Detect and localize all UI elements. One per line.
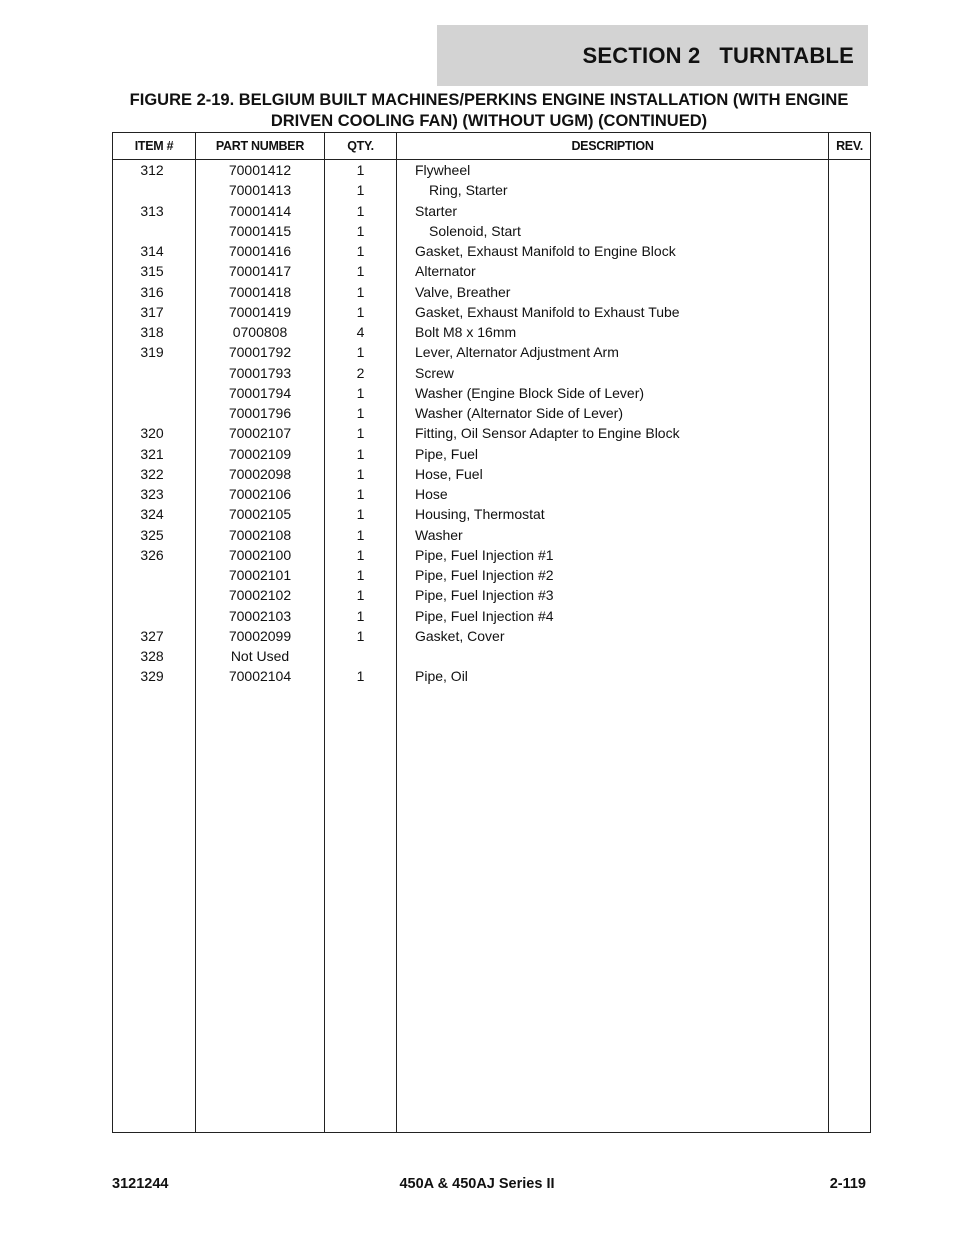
description-cell: Solenoid, Start <box>429 222 521 239</box>
part-number-cell: 70002107 <box>228 425 292 442</box>
description-cell: Lever, Alternator Adjustment Arm <box>415 344 619 361</box>
qty-cell: 1 <box>356 567 365 583</box>
description-cell: Pipe, Fuel Injection #2 <box>415 567 554 583</box>
description-cell: Pipe, Fuel Injection #1 <box>415 546 554 563</box>
qty-cell: 1 <box>356 384 365 401</box>
qty-cell: 1 <box>356 526 365 543</box>
description-cell: Pipe, Fuel Injection #4 <box>415 607 554 624</box>
item-cell: 326 <box>140 546 164 563</box>
item-cell: 315 <box>140 263 164 280</box>
column-header-rev: REV. <box>829 133 871 160</box>
column-header-description: DESCRIPTION <box>397 133 829 160</box>
item-column <box>113 160 196 1133</box>
rev-cell <box>829 565 870 585</box>
qty-cell: 1 <box>356 222 365 239</box>
footer-page-number: 2-119 <box>829 1176 866 1192</box>
description-cell: Gasket, Exhaust Manifold to Exhaust Tube <box>415 303 680 320</box>
item-cell: 328 <box>140 648 164 664</box>
rev-cell <box>829 342 870 362</box>
rev-cell <box>829 241 870 261</box>
rev-cell <box>829 302 870 322</box>
qty-cell: 1 <box>356 344 365 361</box>
part-number-cell: 70001413 <box>228 182 292 199</box>
rev-cell <box>829 403 870 423</box>
rev-cell <box>829 545 870 565</box>
part-number-cell: 70001416 <box>228 243 292 259</box>
qty-cell: 1 <box>356 263 365 280</box>
part-number-cell: 0700808 <box>232 324 288 340</box>
description-cell: Pipe, Fuel Injection #3 <box>415 587 554 604</box>
rev-cell <box>829 504 870 524</box>
description-cell: Hose, Fuel <box>415 465 483 482</box>
item-cell: 321 <box>140 445 164 462</box>
qty-cell: 1 <box>356 202 365 219</box>
qty-cell <box>325 646 396 666</box>
part-number-cell: 70002102 <box>228 587 292 604</box>
rev-cell <box>829 525 870 545</box>
section-header <box>437 25 868 86</box>
qty-cell: 1 <box>356 445 365 462</box>
description-cell: Screw <box>415 364 454 381</box>
column-header-qty: QTY. <box>325 133 397 160</box>
item-cell: 322 <box>140 465 164 482</box>
description-cell: Alternator <box>415 263 476 280</box>
rev-cell <box>829 444 870 464</box>
qty-cell: 1 <box>356 587 365 604</box>
part-number-cell: 70001794 <box>228 384 292 401</box>
description-cell: Starter <box>415 202 458 219</box>
qty-cell: 1 <box>356 486 365 502</box>
description-cell: Washer (Engine Block Side of Lever) <box>415 384 645 401</box>
item-cell <box>113 180 195 200</box>
part-number-cell: 70001414 <box>228 202 292 219</box>
description-cell: Washer <box>415 526 463 543</box>
description-column <box>397 160 829 1133</box>
description-cell: Fitting, Oil Sensor Adapter to Engine Block <box>415 425 680 442</box>
item-cell <box>113 363 195 383</box>
qty-cell: 1 <box>356 405 365 421</box>
qty-cell: 2 <box>356 364 365 381</box>
item-cell <box>113 565 195 585</box>
part-number-cell: 70002103 <box>228 607 292 624</box>
description-cell: Pipe, Fuel <box>415 445 479 462</box>
part-number-cell: 70002100 <box>228 546 292 563</box>
description-cell: Valve, Breather <box>415 283 511 300</box>
part-number-cell: 70002108 <box>228 526 292 543</box>
part-number-cell: 70001419 <box>228 303 292 320</box>
qty-cell: 4 <box>356 324 365 340</box>
item-cell: 316 <box>140 283 164 300</box>
rev-cell <box>829 261 870 281</box>
part-number-cell: 70002101 <box>228 567 292 583</box>
description-cell: Pipe, Oil <box>415 668 468 685</box>
item-cell: 329 <box>140 668 164 685</box>
table-header-row <box>113 133 871 160</box>
part-number-cell: 70001412 <box>228 162 292 178</box>
rev-cell <box>829 606 870 626</box>
rev-cell <box>829 423 870 443</box>
part-number-cell: 70002104 <box>228 668 292 685</box>
qty-cell: 1 <box>356 425 365 442</box>
qty-cell: 1 <box>356 283 365 300</box>
item-cell <box>113 403 195 423</box>
section-title: SECTION 2 TURNTABLE <box>582 42 854 68</box>
column-header-item: ITEM # <box>113 133 196 160</box>
part-number-cell: 70002099 <box>228 627 292 644</box>
item-cell <box>113 221 195 241</box>
rev-cell <box>829 160 870 180</box>
part-number-cell: 70001418 <box>228 283 292 300</box>
qty-cell: 1 <box>356 627 365 644</box>
rev-cell <box>829 282 870 302</box>
part-number-cell: 70001796 <box>228 405 292 421</box>
description-cell: Housing, Thermostat <box>415 506 545 523</box>
rev-cell <box>829 585 870 605</box>
description-cell: Flywheel <box>415 162 471 178</box>
rev-cell <box>829 484 870 504</box>
qty-cell: 1 <box>356 303 365 320</box>
figure-title <box>100 90 878 132</box>
rev-cell <box>829 646 870 666</box>
table-body-row <box>113 160 871 1133</box>
rev-cell <box>829 201 870 221</box>
qty-cell: 1 <box>356 162 365 178</box>
part-number-cell: 70001792 <box>228 344 292 361</box>
part-number-cell: 70002109 <box>228 445 292 462</box>
description-cell <box>397 646 828 666</box>
item-cell: 320 <box>140 425 164 442</box>
parts-table <box>112 132 871 1133</box>
item-cell <box>113 383 195 403</box>
rev-cell <box>829 626 870 646</box>
part-number-column <box>196 160 325 1133</box>
item-cell: 324 <box>140 506 164 523</box>
item-cell: 327 <box>140 627 164 644</box>
footer-model: 450A & 450AJ Series II <box>399 1176 555 1192</box>
footer-doc-number: 3121244 <box>112 1176 169 1192</box>
description-cell: Ring, Starter <box>429 182 508 199</box>
item-cell: 319 <box>140 344 164 361</box>
part-number-cell: Not Used <box>230 648 290 664</box>
item-cell: 312 <box>140 162 164 178</box>
part-number-cell: 70001793 <box>228 364 292 381</box>
rev-cell <box>829 363 870 383</box>
rev-cell <box>829 322 870 342</box>
rev-cell <box>829 221 870 241</box>
rev-cell <box>829 464 870 484</box>
rev-column <box>829 160 871 1133</box>
item-cell: 313 <box>140 202 164 219</box>
part-number-cell: 70002098 <box>228 465 292 482</box>
qty-cell: 1 <box>356 243 365 259</box>
description-cell: Bolt M8 x 16mm <box>415 324 517 340</box>
item-cell <box>113 585 195 605</box>
qty-column <box>325 160 397 1133</box>
part-number-cell: 70002106 <box>228 486 292 502</box>
item-cell: 318 <box>140 324 164 340</box>
figure-title-line-1: FIGURE 2-19. BELGIUM BUILT MACHINES/PERKINS ENGINE INSTALLATION (WITH ENGINE <box>129 91 849 109</box>
qty-cell: 1 <box>356 546 365 563</box>
qty-cell: 1 <box>356 182 365 199</box>
qty-cell: 1 <box>356 506 365 523</box>
rev-cell <box>829 666 870 686</box>
description-cell: Gasket, Cover <box>415 627 505 644</box>
part-number-cell: 70002105 <box>228 506 292 523</box>
qty-cell: 1 <box>356 607 365 624</box>
part-number-cell: 70001417 <box>228 263 292 280</box>
item-cell: 323 <box>140 486 164 502</box>
rev-cell <box>829 180 870 200</box>
description-cell: Washer (Alternator Side of Lever) <box>415 405 624 421</box>
rev-cell <box>829 383 870 403</box>
qty-cell: 1 <box>356 465 365 482</box>
description-cell: Gasket, Exhaust Manifold to Engine Block <box>415 243 676 259</box>
item-cell: 325 <box>140 526 164 543</box>
description-cell: Hose <box>415 486 448 502</box>
item-cell: 314 <box>140 243 164 259</box>
part-number-cell: 70001415 <box>228 222 292 239</box>
figure-title-line-2: DRIVEN COOLING FAN) (WITHOUT UGM) (CONTINUED) <box>270 112 708 130</box>
qty-cell: 1 <box>356 668 365 685</box>
item-cell <box>113 606 195 626</box>
column-header-part-number: PART NUMBER <box>196 133 325 160</box>
item-cell: 317 <box>140 303 164 320</box>
